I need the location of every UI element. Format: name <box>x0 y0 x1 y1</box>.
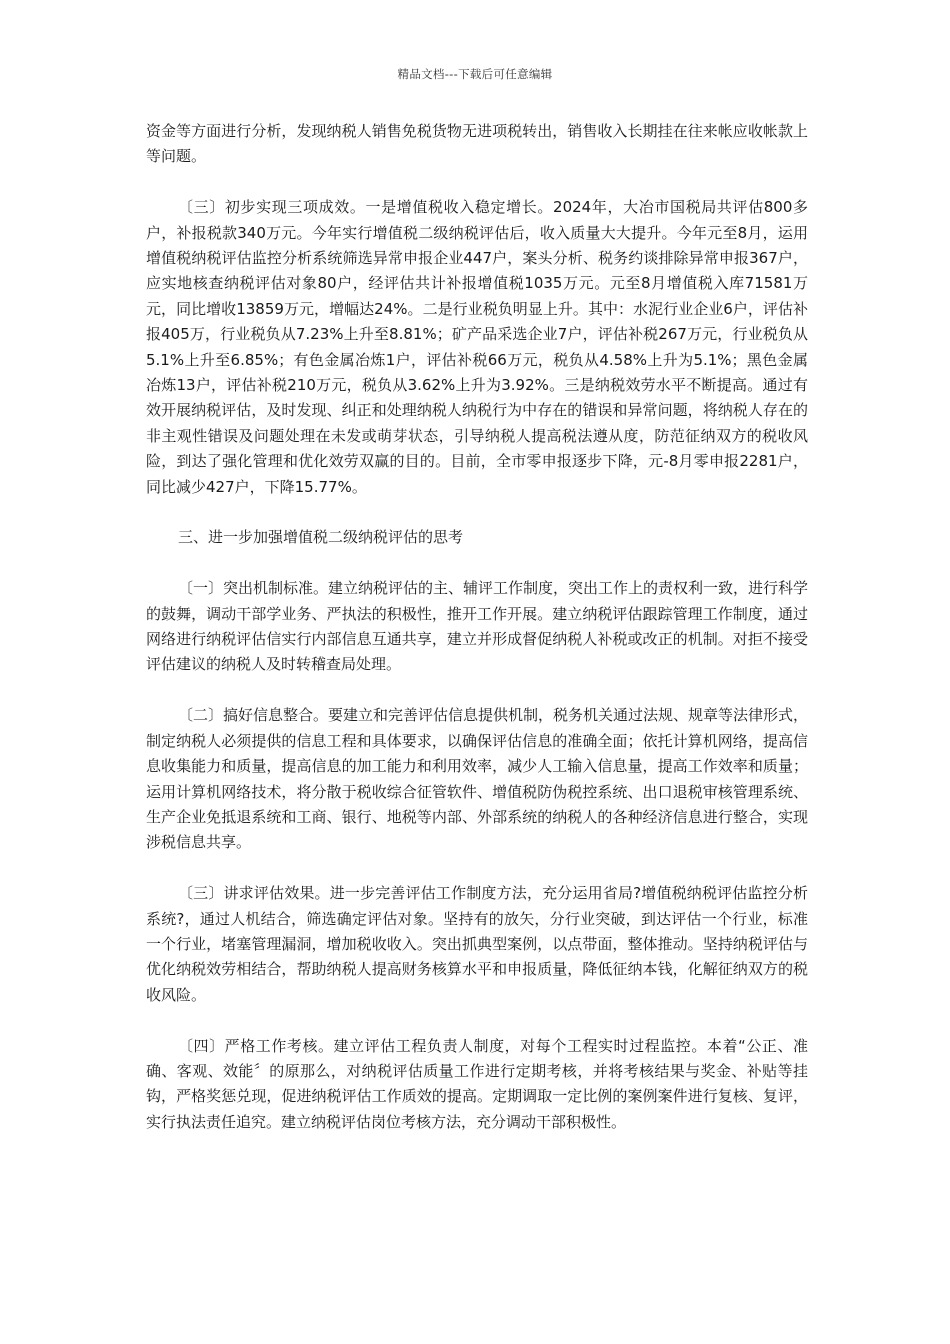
paragraph-results: 〔三〕初步实现三项成效。一是增值税收入稳定增长。2024年，大冶市国税局共评估800多户，补报税款340万元。今年实行增值税二级纳税评估后，收入质量大大提升。今年元至8月，运用增值税纳税评估监控分析系统筛选异常申报企业447户，案头分析、税务约谈排除异常申报367户，应实地核查纳税评估对象80户，经评估共计补报增值税1035万元。元至8月增值税入库71581万元，同比增收13859万元，增幅达24%。二是行业税负明显上升。其中：水泥行业企业6户，评估补报405万，行业税负从7.23%上升至8.81%；矿产品采选企业7户，评估补税267万元，行业税负从5.1%上升至6.85%；有色金属冶炼1户，评估补税66万元，税负从4.58%上升为5.1%；黑色金属冶炼13户，评估补税210万元，税负从3.62%上升为3.92%。三是纳税效劳水平不断提高。通过有效开展纳税评估，及时发现、纠正和处理纳税人纳税行为中存在的错误和异常问题，将纳税人存在的非主观性错误及问题处理在未发或萌芽状态，引导纳税人提高税法遵从度，防范征纳双方的税收风险，到达了强化管理和优化效劳双赢的目的。目前，全市零申报逐步下降，元-8月零申报2281户，同比减少427户，下降15.77%。 <box>146 198 808 496</box>
paragraph-assessment: 〔四〕严格工作考核。建立评估工程负责人制度，对每个工程实时过程监控。本着“公正、准确、客观、效能〞的原那么，对纳税评估质量工作进行定期考核，并将考核结果与奖金、补贴等挂钩，严格奖惩兑现，促进纳税评估工作质效的提高。定期调取一定比例的案例案件进行复核、复评，实行执法责任追究。建立纳税评估岗位考核方法，充分调动干部积极性。 <box>146 1036 808 1131</box>
paragraph-effect: 〔三〕讲求评估效果。进一步完善评估工作制度方法，充分运用省局?增值税纳税评估监控分析系统?，通过人机结合，筛选确定评估对象。坚持有的放矢，分行业突破，到达评估一个行业，标准一个行业，堵塞管理漏洞，增加税收收入。突出抓典型案例，以点带面，整体推动。坚持纳税评估与优化纳税效劳相结合，帮助纳税人提高财务核算水平和申报质量，降低征纳本钱，化解征纳双方的税收风险。 <box>146 884 808 1004</box>
document-body <box>146 119 808 1161</box>
page-header: 精品文档---下载后可任意编辑 <box>397 67 553 81</box>
section-heading: 三、进一步加强增值税二级纳税评估的思考 <box>178 528 464 547</box>
paragraph-information: 〔二〕搞好信息整合。要建立和完善评估信息提供机制，税务机关通过法规、规章等法律形式，制定纳税人必须提供的信息工程和具体要求，以确保评估信息的准确全面；依托计算机网络，提高信息收集能力和质量，提高信息的加工能力和利用效率，减少人工输入信息量，提高工作效率和质量；运用计算机网络技术，将分散于税收综合征管软件、增值税防伪税控系统、出口退税审核管理系统、生产企业免抵退系统和工商、银行、地税等内部、外部系统的纳税人的各种经济信息进行整合，实现涉税信息共享。 <box>146 706 809 852</box>
paragraph-mechanism: 〔一〕突出机制标准。建立纳税评估的主、辅评工作制度，突出工作上的责权利一致，进行科学的鼓舞，调动干部学业务、严执法的积极性，推开工作开展。建立纳税评估跟踪管理工作制度，通过网络进行纳税评估信实行内部信息互通共享，建立并形成督促纳税人补税或改正的机制。对拒不接受评估建议的纳税人及时转稽查局处理。 <box>146 579 809 674</box>
paragraph-continuation: 资金等方面进行分析，发现纳税人销售免税货物无进项税转出，销售收入长期挂在往来帐应收帐款上等问题。 <box>146 122 808 166</box>
